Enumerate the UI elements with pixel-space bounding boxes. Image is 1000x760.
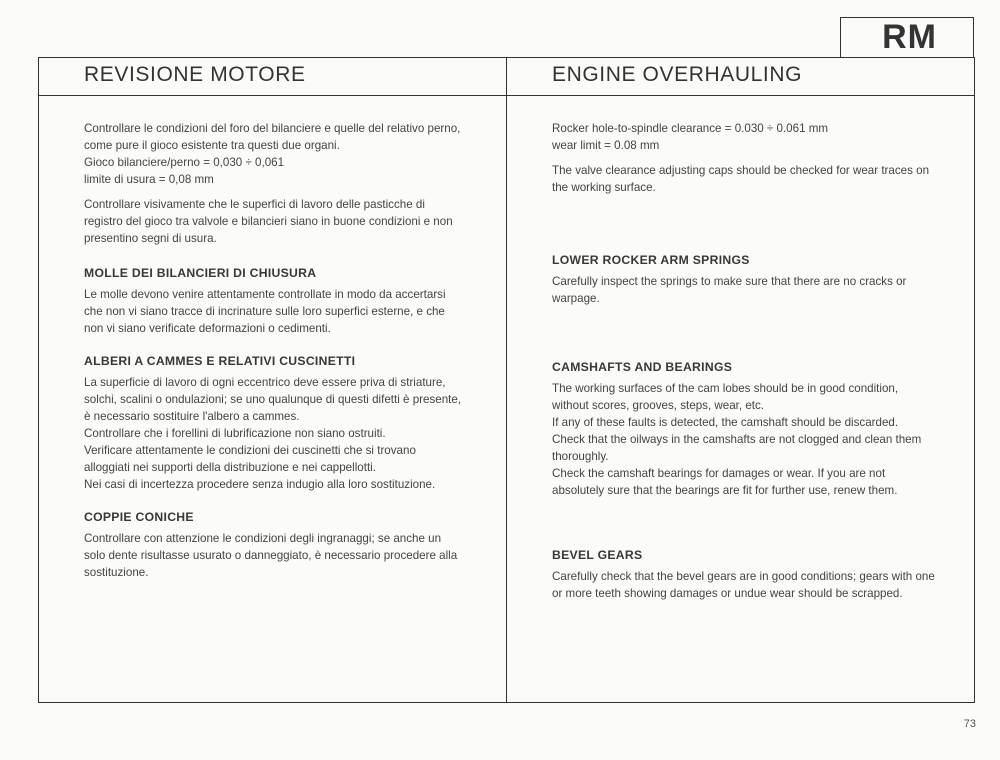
right-bevel-text: Carefully check that the bevel gears are in good conditions; gears with one or more teeth showing damages or undue wear should be scrapped. (552, 570, 935, 600)
right-camshafts-heading: CAMSHAFTS AND BEARINGS (552, 360, 733, 374)
right-camshafts-text-3: Check that the oilways in the camshafts are not clogged and clean them thoroughly. (552, 433, 922, 463)
right-camshafts-text-4: Check the camshaft bearings for damages or wear. If you are not absolutely sure that the bearings are fit for further use, renew them. (552, 467, 898, 497)
page-number: 73 (963, 718, 976, 730)
left-intro (84, 120, 464, 188)
right-column (552, 120, 938, 610)
right-camshafts-body (552, 380, 938, 499)
left-camshafts-text-4: Nei casi di incertezza procedere senza indugio alla loro sostituzione. (84, 478, 436, 491)
left-camshafts-heading: ALBERI A CAMMES E RELATIVI CUSCINETTI (84, 354, 356, 368)
right-caps-text: The valve clearance adjusting caps should be checked for wear traces on the working surface. (552, 164, 930, 194)
right-clearance-value: Rocker hole-to-spindle clearance = 0.030 ÷ 0.061 mm (552, 122, 829, 135)
left-bevel-text: Controllare con attenzione le condizioni degli ingranaggi; se anche un solo dente risultasse usurato o danneggiato, è necessario procedere alla sostituzione. (84, 532, 458, 579)
left-wear-limit: limite di usura = 0,08 mm (84, 173, 214, 186)
page-frame (38, 57, 975, 703)
left-camshafts-text-1: La superficie di lavoro di ogni eccentrico deve essere priva di striature, solchi, scalini o ondulazioni; se uno qualunque di questi difetti è presente, è necessario sostituire l'albero a cammes. (84, 376, 462, 423)
right-wear-limit: wear limit = 0.08 mm (552, 139, 660, 152)
right-intro (552, 120, 938, 154)
right-springs-heading: LOWER ROCKER ARM SPRINGS (552, 253, 750, 267)
left-column-title: REVISIONE MOTORE (84, 63, 306, 86)
section-code: RM (882, 18, 937, 56)
left-camshafts-text-2: Controllare che i forellini di lubrificazione non siano ostruiti. (84, 427, 386, 440)
column-divider (506, 58, 507, 702)
left-springs-text: Le molle devono venire attentamente controllate in modo da accertarsi che non vi siano tracce di incrinature sulle loro superfici esterne, e che non vi siano verificate deformazioni o cedimenti. (84, 288, 446, 335)
left-clearance-value: Gioco bilanciere/perno = 0,030 ÷ 0,061 (84, 156, 285, 169)
left-intro-text: Controllare le condizioni del foro del bilanciere e quelle del relativo perno, come pure il gioco esistente tra questi due organi. (84, 122, 461, 152)
right-column-title: ENGINE OVERHAULING (552, 63, 803, 86)
left-camshafts-body (84, 374, 464, 493)
left-bevel-heading: COPPIE CONICHE (84, 510, 194, 524)
right-camshafts-text-2: If any of these faults is detected, the camshaft should be discarded. (552, 416, 899, 429)
left-column (84, 120, 464, 589)
right-springs-text: Carefully inspect the springs to make sure that there are no cracks or warpage. (552, 275, 907, 305)
right-bevel-heading: BEVEL GEARS (552, 548, 643, 562)
left-camshafts-text-3: Verificare attentamente le condizioni dei cuscinetti che si trovano alloggiati nei supporti della distribuzione e nei cappellotti. (84, 444, 416, 474)
left-springs-heading: MOLLE DEI BILANCIERI DI CHIUSURA (84, 266, 317, 280)
left-caps-text: Controllare visivamente che le superfici di lavoro delle pasticche di registro del gioco tra valvole e bilancieri siano in buone condizioni e non presentino segni di usura. (84, 198, 453, 245)
section-code-tab (840, 17, 974, 57)
right-camshafts-text-1: The working surfaces of the cam lobes should be in good condition, without scores, grooves, steps, wear, etc. (552, 382, 899, 412)
